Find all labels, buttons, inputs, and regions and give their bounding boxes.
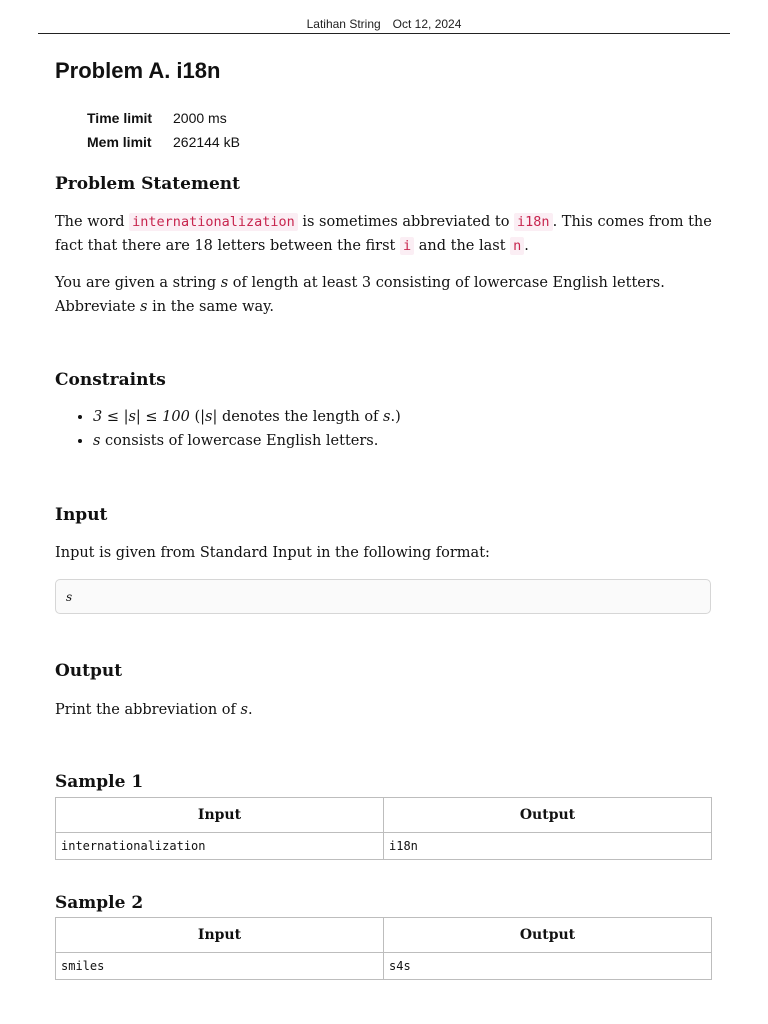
inline-code: n [510,237,524,255]
limits-block [87,106,240,154]
text: . [524,238,529,254]
output-heading: Output [55,661,123,681]
constraints-heading: Constraints [55,370,166,390]
input-text: Input is given from Standard Input in the following format: [55,545,490,561]
math-var: s [220,275,229,291]
sample-2-heading: Sample 2 [55,893,144,913]
table-row [56,953,712,980]
sample-input-cell: internationalization [56,833,384,860]
sample-input-cell: smiles [56,953,384,980]
page-title: Problem A. i18n [55,58,221,83]
statement-heading: Problem Statement [55,174,240,194]
text: is sometimes abbreviated to [297,214,515,230]
output-column-header: Output [384,798,712,833]
text: in the same way. [147,299,275,315]
sample-1-heading: Sample 1 [55,772,144,792]
inline-code: i [400,237,414,255]
math-var: s [140,299,148,315]
inline-code: internationalization [129,213,298,231]
table-row [56,833,712,860]
mem-limit-label: Mem limit [87,134,152,150]
page-header [38,0,730,34]
table-header-row [56,798,712,833]
text: . This comes from the fact that there are 18 letters between the first [55,214,712,254]
statement-paragraph-2 [55,271,715,319]
math-var: s [240,702,248,718]
mem-limit-row [87,130,240,154]
text: denotes the length of [217,409,384,425]
time-limit-row [87,106,240,130]
input-column-header: Input [56,918,384,953]
list-item [93,405,401,429]
text: .) [390,409,401,425]
output-text [55,698,715,722]
math-var: s [93,433,101,449]
input-heading: Input [55,505,108,525]
table-header-row [56,918,712,953]
time-limit-label: Time limit [87,110,153,126]
text: Print the abbreviation of [55,702,241,718]
text: ( [189,409,201,425]
text: consists of lowercase English letters. [100,433,379,449]
contest-name: Latihan String [306,17,381,31]
text: You are given a string [55,275,221,291]
constraints-list [55,405,401,453]
text: of length at least 3 consisting of lowercase English letters. Abbreviate [55,275,665,315]
sample-2-table [55,917,712,980]
sample-1-table [55,797,712,860]
inline-code: i18n [514,213,553,231]
math-expression: 3 ≤ |s| ≤ 100 [93,409,190,425]
contest-date: Oct 12, 2024 [392,17,462,31]
sample-output-cell: s4s [384,953,712,980]
text: The word [55,214,130,230]
math-var: s [383,409,391,425]
statement-paragraph-1 [55,210,715,258]
text: and the last [414,238,511,254]
mem-limit-value: 262144 kB [173,134,240,150]
list-item [93,429,401,453]
output-column-header: Output [384,918,712,953]
math-var: |s| [200,409,218,425]
text: . [247,702,253,718]
input-column-header: Input [56,798,384,833]
sample-output-cell: i18n [384,833,712,860]
time-limit-value: 2000 ms [173,110,227,126]
input-format-box: s [55,579,711,614]
